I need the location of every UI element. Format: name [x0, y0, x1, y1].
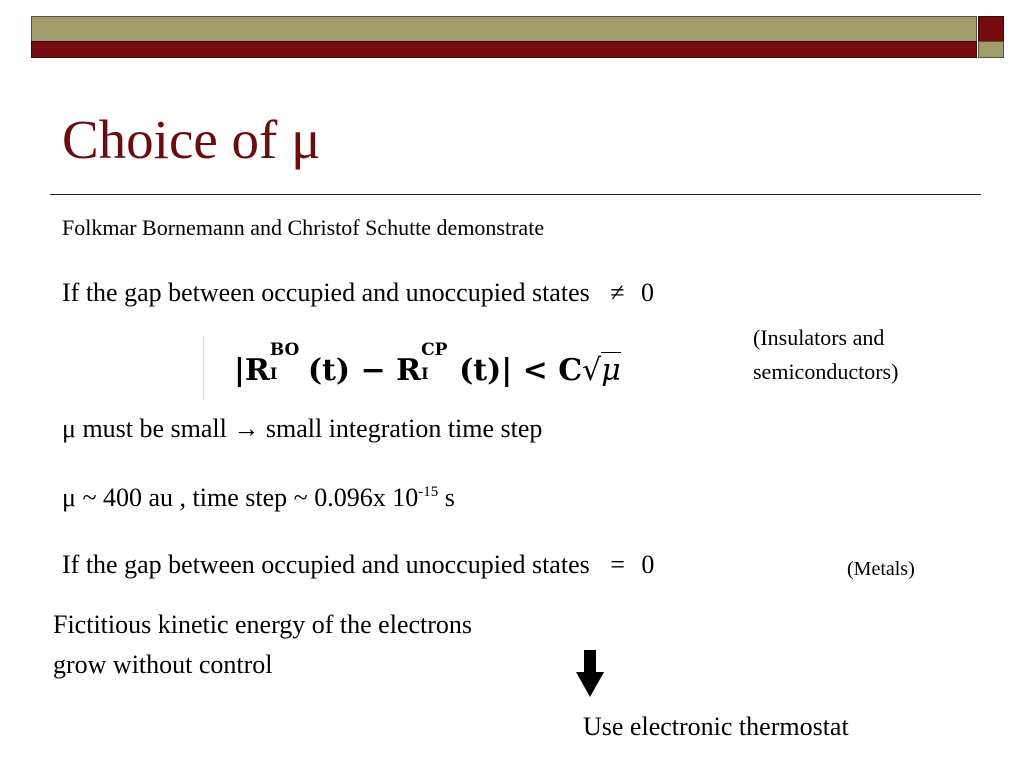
- thermostat-conclusion: Use electronic thermostat: [583, 712, 849, 741]
- fictitious-line2: grow without control: [53, 650, 273, 679]
- mu-small-line: μ must be small → small integration time step: [62, 414, 543, 443]
- insulators-note-line2: semiconductors): [753, 359, 899, 384]
- mu-value-unit: s: [438, 483, 455, 512]
- bo-cp-inequality: [234, 340, 621, 388]
- mu-value-line: [62, 485, 455, 511]
- metals-note: (Metals): [847, 558, 915, 580]
- arrow-head: [576, 672, 604, 697]
- not-equal-symbol: ≠: [610, 278, 625, 307]
- fictitious-line1: Fictitious kinetic energy of the electrons: [53, 610, 473, 639]
- eq-i-sub2: I: [421, 364, 429, 383]
- eq-sqrt: √: [582, 353, 602, 388]
- header-square-red: [978, 16, 1004, 42]
- header-square-olive: [978, 41, 1004, 58]
- author-line: Folkmar Bornemann and Christof Schutte demonstrate: [62, 215, 545, 240]
- eq-part-r1: |R: [234, 353, 270, 388]
- gap-zero-line: [62, 552, 654, 578]
- gap-zero-value: 0: [641, 550, 655, 579]
- title-divider: [50, 194, 981, 195]
- eq-cp-sup: CP: [421, 340, 448, 360]
- eq-i-sub: I: [269, 364, 278, 383]
- slide-title: Choice of μ: [62, 109, 321, 170]
- gap-nonzero-text: If the gap between occupied and unoccupied states: [62, 278, 590, 307]
- eq-bo-sup: BO: [269, 340, 300, 360]
- equals-symbol: =: [610, 550, 625, 579]
- insulators-note-line1: (Insulators and: [753, 325, 885, 350]
- gap-nonzero-line: [62, 280, 654, 306]
- mu-value-exponent: -15: [418, 484, 439, 500]
- eq-part-t1: (t) − R: [307, 353, 422, 388]
- gap-zero-text: If the gap between occupied and unoccupied states: [62, 550, 590, 579]
- gap-nonzero-value: 0: [641, 278, 655, 307]
- arrow-shaft: [584, 650, 596, 674]
- header-band-olive: [31, 16, 977, 42]
- header-band-red: [31, 41, 977, 58]
- equation-box: [203, 336, 659, 400]
- eq-part-t2: (t)| < C: [459, 353, 583, 388]
- mu-value-text: μ ~ 400 au , time step ~ 0.096x 10: [62, 483, 419, 512]
- eq-mu: μ: [601, 353, 621, 388]
